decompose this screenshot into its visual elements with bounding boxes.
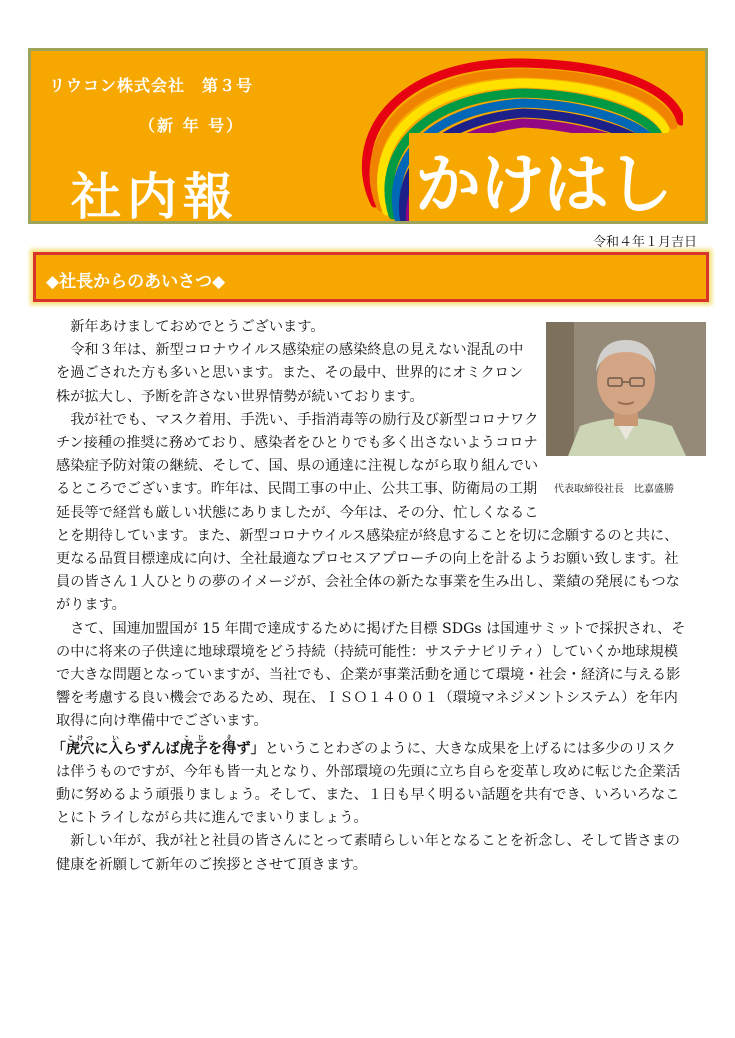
paragraph-2: 令和３年は、新型コロナウイルス感染症の感染終息の見えない混乱の中を過ごされた方も多いと思います。また、その最中、世界的にオミクロン株が拡大し、予断を許さない世界情勢が続いております。 [56,342,524,405]
paragraph-5-text: ということわざのように、大きな成果を上げるには多少のリスクは伴うものですが、今年も皆一丸となり、外部環境の先頭に立ち自らを変革し攻めに転じた企業活動に努めるよう頑張りましょう。そして、また、１日も早く明るい話題を共有でき、いろいろなことにトライしながら共に進んでまいりましょう。 [56,740,681,827]
paragraph-5 [51,733,690,831]
greeting-title: ◆社長からのあいさつ◆ [46,272,226,292]
newsletter-title: かけはし [415,146,671,223]
issue-date: 令和４年１月吉日 [592,235,697,250]
newsletter-type: 社内報 [71,167,239,224]
edition-label: （新 年 号） [139,116,245,135]
company-issue: リウコン株式会社 第３号 [49,76,254,95]
paragraph-6: 新しい年が、我が社と社員の皆さんにとって素晴らしい年となることを祈念し、そして皆さまの健康を祈願して新年のご挨拶とさせて頂きます。 [56,833,680,873]
paragraph-3: 我が社でも、マスク着用、手洗い、手指消毒等の励行及び新型コロナワクチン接種の推奨に務めており、感染者をひとりでも多く出さないようコロナ感染症予防対策の継続、そして、国、県の通達に注視しながら取り組んでいるところでございます。昨年は、民間工事の中止、公共工事、防衛局の工期延長等で経営も厳しい状態にありましたが、今年は、その分、忙しくなることを期待しています。また、新型コロナウイルス感染症が終息することを切に念願するのと共に、更なる品質目標達成に向け、全社最適なプロセスアプローチの向上を計るようお願い致します。社員の皆さん１人ひとりの夢のイメージが、会社全体の新たな事業を生み出し、業績の発展にもつながります。 [56,411,680,614]
proverb: 「虎穴こけつに入いらずんば虎子こじを得えず」 [51,733,265,757]
greeting-body [51,316,690,877]
paragraph-4: さて、国連加盟国が 15 年間で達成するために掲げた目標 SDGs は国連サミットで採択され、その中に将来の子供達に地球環境をどう持続（持続可能性：サステナビリティ）していくか地球規模で大きな問題となっていますが、当社でも、企業が事業活動を通じて環境・社会・経済に与える影響を考慮する良い機会であるため、現在、ＩＳＯ１４００１（環境マネジメントシステム）を年内取得に向け準備中でございます。 [56,620,686,730]
greeting-header [33,252,709,302]
paragraph-1: 新年あけましておめでとうございます。 [70,319,325,335]
photo-wrap-spacer [540,409,690,524]
newsletter-banner [28,48,708,224]
photo-caption: 代表取締役社長 比嘉盛勝 [554,484,674,495]
